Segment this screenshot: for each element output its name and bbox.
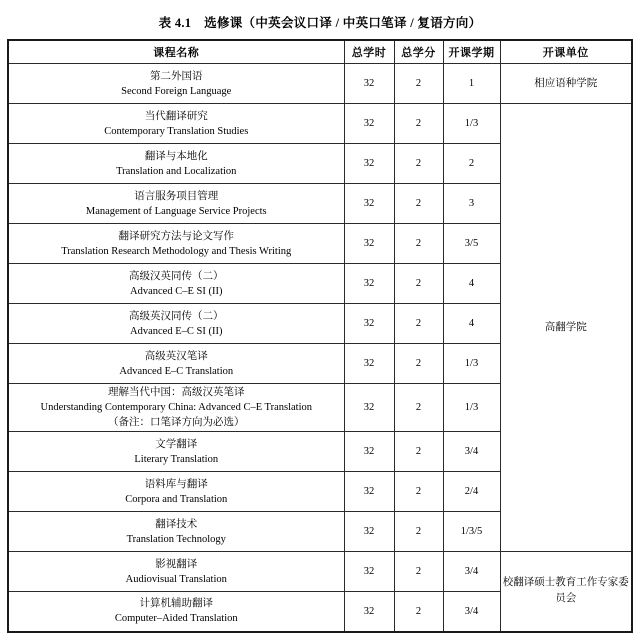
- semester-cell: 2: [443, 144, 500, 184]
- course-name-en: Translation and Localization: [116, 165, 237, 177]
- course-cell: [8, 384, 344, 432]
- course-name-en: Contemporary Translation Studies: [104, 125, 249, 137]
- semester-cell: 3/4: [443, 432, 500, 472]
- semester-cell: 1/3: [443, 384, 500, 432]
- hours-cell: 32: [344, 224, 394, 264]
- semester-cell: 1: [443, 64, 500, 104]
- course-name-zh: 第二外国语: [150, 70, 203, 82]
- header-course-name: 课程名称: [8, 40, 344, 64]
- course-name-en: Advanced C–E SI (II): [130, 285, 223, 297]
- unit-cell: 校翻译硕士教育工作专家委员会: [500, 552, 632, 632]
- course-cell: [8, 64, 344, 104]
- semester-cell: 3/4: [443, 552, 500, 592]
- credits-cell: 2: [394, 64, 443, 104]
- course-name-zh: 高级英汉笔译: [144, 350, 208, 362]
- credits-cell: 2: [394, 512, 443, 552]
- header-offering-unit: 开课单位: [500, 40, 632, 64]
- credits-cell: 2: [394, 344, 443, 384]
- course-name-zh: 当代翻译研究: [144, 110, 208, 122]
- course-cell: [8, 552, 344, 592]
- course-name-en: Understanding Contemporary China: Advanced C–E Translation: [40, 402, 312, 413]
- course-cell: [8, 144, 344, 184]
- credits-cell: 2: [394, 224, 443, 264]
- credits-cell: 2: [394, 384, 443, 432]
- semester-cell: 2/4: [443, 472, 500, 512]
- hours-cell: 32: [344, 472, 394, 512]
- course-name-en: Advanced E–C Translation: [119, 365, 234, 377]
- course-name-en: Computer–Aided Translation: [114, 613, 238, 625]
- course-name-zh: 翻译与本地化: [144, 150, 208, 162]
- table-row: [8, 64, 632, 104]
- semester-cell: 1/3: [443, 344, 500, 384]
- credits-cell: 2: [394, 552, 443, 592]
- credits-cell: 2: [394, 144, 443, 184]
- hours-cell: 32: [344, 304, 394, 344]
- course-name-en: Management of Language Service Projects: [85, 205, 267, 217]
- course-name-zh: 翻译研究方法与论文写作: [118, 230, 234, 242]
- course-cell: [8, 344, 344, 384]
- semester-cell: 4: [443, 264, 500, 304]
- header-total-hours: 总学时: [344, 40, 394, 64]
- hours-cell: 32: [344, 184, 394, 224]
- course-cell: [8, 592, 344, 632]
- table-row: [8, 552, 632, 592]
- course-name-en: Literary Translation: [134, 453, 219, 465]
- credits-cell: 2: [394, 184, 443, 224]
- course-cell: [8, 472, 344, 512]
- hours-cell: 32: [344, 344, 394, 384]
- header-total-credits: 总学分: [394, 40, 443, 64]
- course-name-zh: 高级汉英同传（二）: [129, 270, 224, 282]
- course-name-zh: 理解当代中国：高级汉英笔译: [108, 387, 245, 398]
- course-name-en: Translation Research Methodology and Thesis Writing: [61, 245, 292, 257]
- hours-cell: 32: [344, 432, 394, 472]
- hours-cell: 32: [344, 144, 394, 184]
- credits-cell: 2: [394, 264, 443, 304]
- course-cell: [8, 304, 344, 344]
- course-name-zh: 语言服务项目管理: [134, 190, 219, 202]
- credits-cell: 2: [394, 104, 443, 144]
- table-row: [8, 104, 632, 144]
- unit-cell: 相应语种学院: [500, 64, 632, 104]
- hours-cell: 32: [344, 552, 394, 592]
- elective-course-table: [7, 39, 633, 633]
- semester-cell: 3/5: [443, 224, 500, 264]
- header-row: [8, 40, 632, 64]
- course-name-en: Corpora and Translation: [125, 493, 228, 505]
- course-name-en: Second Foreign Language: [121, 85, 232, 97]
- semester-cell: 1/3/5: [443, 512, 500, 552]
- course-name-en: Audiovisual Translation: [125, 573, 227, 585]
- course-name-zh: 语料库与翻译: [144, 478, 208, 490]
- course-cell: [8, 264, 344, 304]
- unit-cell: 高翻学院: [500, 104, 632, 552]
- semester-cell: 1/3: [443, 104, 500, 144]
- credits-cell: 2: [394, 432, 443, 472]
- course-note: （备注：口笔译方向为必选）: [108, 417, 245, 428]
- course-name-en: Translation Technology: [126, 533, 226, 545]
- course-name-zh: 高级英汉同传（二）: [129, 310, 224, 322]
- course-cell: [8, 512, 344, 552]
- course-cell: [8, 104, 344, 144]
- semester-cell: 3: [443, 184, 500, 224]
- semester-cell: 3/4: [443, 592, 500, 632]
- credits-cell: 2: [394, 304, 443, 344]
- course-cell: [8, 184, 344, 224]
- course-cell: [8, 224, 344, 264]
- semester-cell: 4: [443, 304, 500, 344]
- course-name-zh: 影视翻译: [155, 558, 198, 570]
- course-name-zh: 文学翻译: [155, 438, 198, 450]
- hours-cell: 32: [344, 512, 394, 552]
- course-name-zh: 翻译技术: [155, 518, 198, 530]
- table-caption: 表 4.1 选修课（中英会议口译 / 中英口笔译 / 复语方向）: [158, 16, 482, 30]
- course-cell: [8, 432, 344, 472]
- header-semester: 开课学期: [443, 40, 500, 64]
- hours-cell: 32: [344, 592, 394, 632]
- course-name-en: Advanced E–C SI (II): [130, 325, 223, 337]
- hours-cell: 32: [344, 264, 394, 304]
- credits-cell: 2: [394, 472, 443, 512]
- hours-cell: 32: [344, 64, 394, 104]
- hours-cell: 32: [344, 104, 394, 144]
- hours-cell: 32: [344, 384, 394, 432]
- credits-cell: 2: [394, 592, 443, 632]
- course-name-zh: 计算机辅助翻译: [139, 598, 213, 610]
